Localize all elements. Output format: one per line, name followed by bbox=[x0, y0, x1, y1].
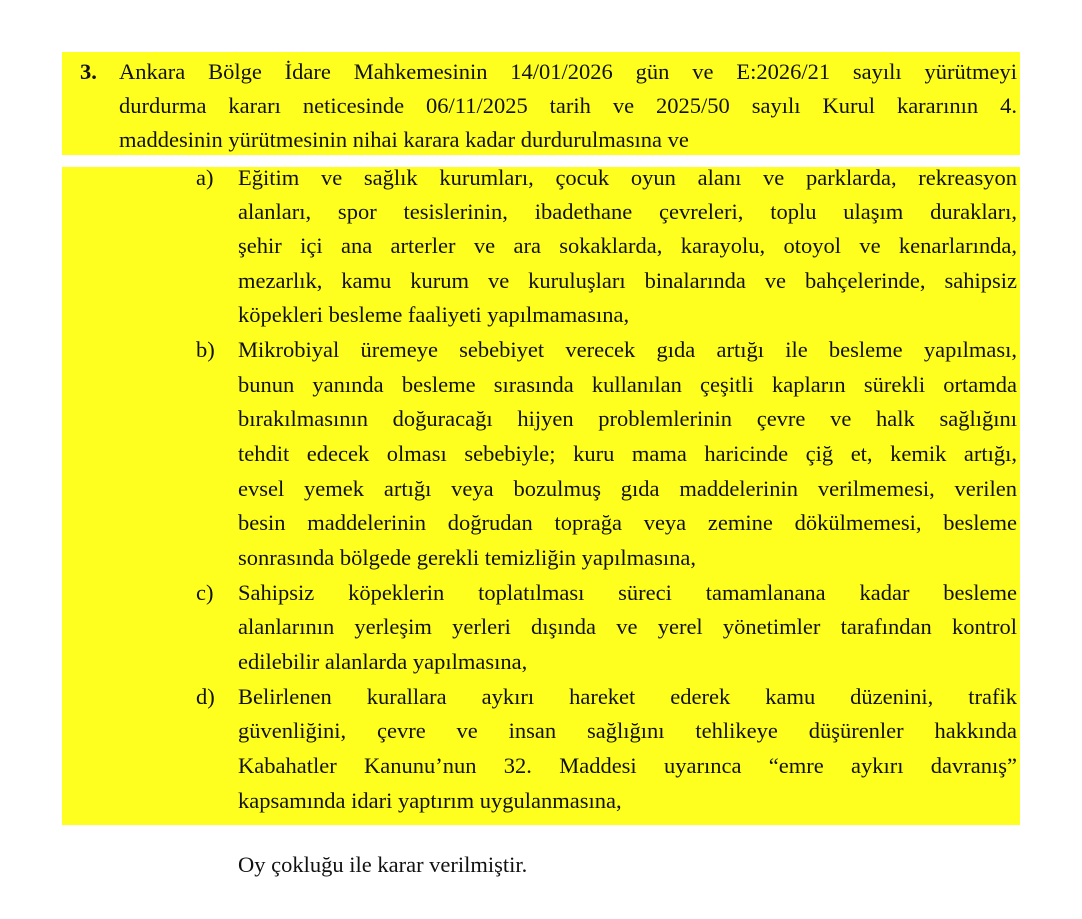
item-line: bunun yanında besleme sırasında kullanılan çeşitli kapların sürekli ortamda bbox=[238, 372, 1017, 397]
item-line: alanlarının yerleşim yerleri dışında ve yerel yönetimler tarafından kontrol bbox=[238, 614, 1017, 639]
item-line: tehdit edecek olması sebebiyle; kuru mama haricinde çiğ et, kemik artığı, bbox=[238, 441, 1017, 466]
item-line: evsel yemek artığı veya bozulmuş gıda maddelerinin verilmemesi, verilen bbox=[238, 476, 1017, 501]
item-line: güvenliğini, çevre ve insan sağlığını tehlikeye düşürenler hakkında bbox=[238, 718, 1017, 743]
article-line: durdurma kararı neticesinde 06/11/2025 tarih ve 2025/50 sayılı Kurul kararının 4. bbox=[119, 93, 1017, 118]
item-line: mezarlık, kamu kurum ve kuruluşları binalarında ve bahçelerinde, sahipsiz bbox=[238, 268, 1017, 293]
item-line: bırakılmasının doğuracağı hijyen problemlerinin çevre ve halk sağlığını bbox=[238, 406, 1017, 431]
item-line: sonrasında bölgede gerekli temizliğin yapılmasına, bbox=[238, 545, 696, 570]
article-line: Ankara Bölge İdare Mahkemesinin 14/01/2026 gün ve E:2026/21 sayılı yürütmeyi bbox=[119, 59, 1017, 84]
item-line: besin maddelerinin doğrudan toprağa veya zemine dökülmemesi, besleme bbox=[238, 510, 1017, 535]
item-line: edilebilir alanlarda yapılmasına, bbox=[238, 649, 528, 674]
item-line: Belirlenen kurallara aykırı hareket ederek kamu düzenini, trafik bbox=[238, 684, 1017, 709]
article-number: 3. bbox=[80, 59, 97, 84]
item-line: alanları, spor tesislerinin, ibadethane çevreleri, toplu ulaşım durakları, bbox=[238, 199, 1017, 224]
item-label: b) bbox=[196, 337, 215, 362]
item-label: a) bbox=[196, 165, 214, 190]
item-line: Sahipsiz köpeklerin toplatılması süreci tamamlanana kadar besleme bbox=[238, 580, 1017, 605]
article-line: maddesinin yürütmesinin nihai karara kadar durdurulmasına ve bbox=[119, 127, 689, 152]
item-label: d) bbox=[196, 684, 215, 709]
item-line: Kabahatler Kanunu’nun 32. Maddesi uyarınca “emre aykırı davranış” bbox=[238, 753, 1017, 778]
item-line: kapsamında idari yaptırım uygulanmasına, bbox=[238, 788, 622, 813]
item-line: köpekleri besleme faaliyeti yapılmamasına, bbox=[238, 302, 630, 327]
decision-footer: Oy çokluğu ile karar verilmiştir. bbox=[238, 852, 528, 877]
item-line: Eğitim ve sağlık kurumları, çocuk oyun alanı ve parklarda, rekreasyon bbox=[238, 165, 1017, 190]
item-line: şehir içi ana arterler ve ara sokaklarda, karayolu, otoyol ve kenarlarında, bbox=[238, 233, 1017, 258]
item-label: c) bbox=[196, 580, 214, 605]
item-line: Mikrobiyal üremeye sebebiyet verecek gıda artığı ile besleme yapılması, bbox=[238, 337, 1017, 362]
